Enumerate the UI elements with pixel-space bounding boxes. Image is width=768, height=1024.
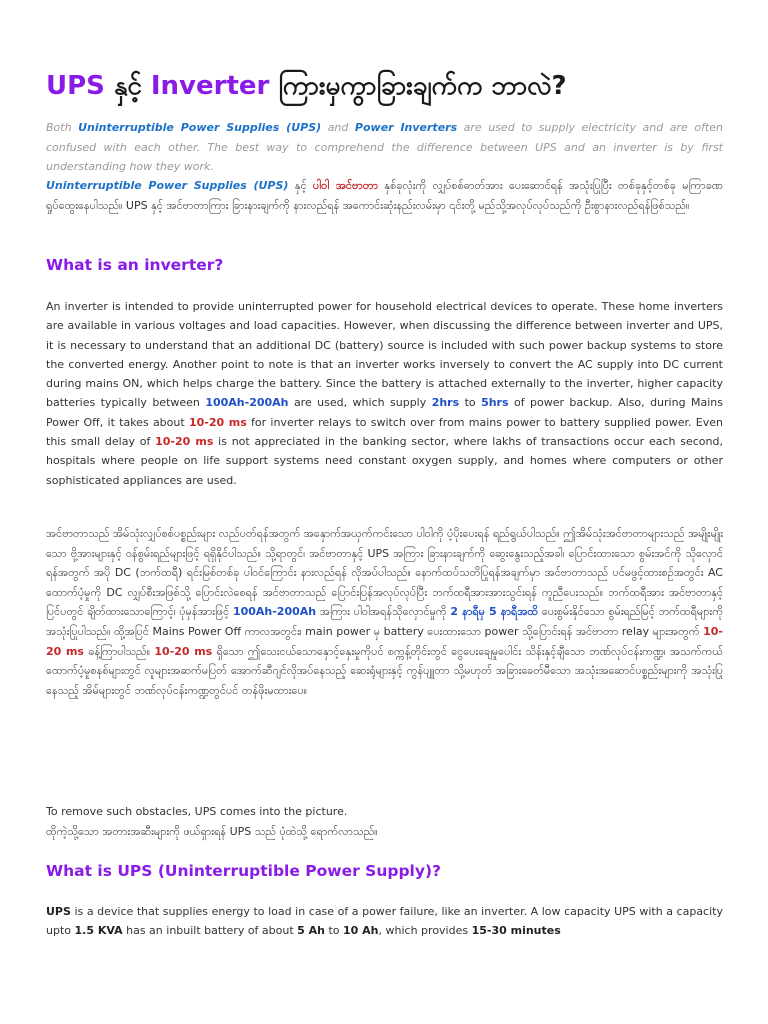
section-heading-inverter: What is an inverter?	[46, 256, 224, 274]
text-run: is not appreciated in the banking sector, where lakhs of transactions occur each second, hospitals where people on life support systems need constant oxygen supply, and homes where computers or other sophisticated appliances are used.	[46, 435, 723, 487]
value-delay: 10-20 ms	[155, 435, 214, 449]
transition-en: To remove such obstacles, UPS comes into the picture.	[46, 805, 348, 818]
value-hours-max: 5hrs	[481, 396, 509, 410]
text-run: has an inbuilt battery of about	[122, 924, 298, 938]
value-capacity: 100Ah-200Ah	[232, 605, 317, 619]
text-run: are used to supply electricity and are often confused with each other. The best way to comprehend the difference between UPS and an inverter is by first understanding how they work.	[46, 121, 723, 173]
text-run: ပေးစွမ်းနိုင်သော စွမ်းရည်မြင့် ဘက်ထရီများကို အသုံးပြုပါသည်။ ထို့အပြင် Mains Power Off ကာလအတွင်း၊ main power မှ battery ပေးထားသော power သို့ပြောင်းရန် အင်ဗာတာ relay များအတွက်	[46, 605, 723, 638]
text-run: , which provides	[378, 924, 472, 938]
text-run: is a device that supplies energy to load in case of a power failure, like an inverter. A low capacity UPS with a capacity upto	[46, 905, 723, 938]
intro-paragraph-mm	[46, 176, 723, 215]
value-delay: 10-20 ms	[154, 644, 213, 658]
text-run: အကြား ပါဝါအရန်သိုလှောင်မှုကို	[316, 605, 451, 619]
title-ups: UPS	[46, 71, 105, 101]
value-ah-min: 5 Ah	[297, 924, 325, 938]
text-run: နှင့်	[288, 179, 313, 192]
text-run: of power backup. Also, during Mains Power Off, it takes about	[46, 396, 723, 429]
title-connector: နှင့်	[104, 71, 151, 101]
text-run: to	[324, 924, 344, 938]
value-hours-min: 2hrs	[431, 396, 460, 410]
title-inverter: Inverter	[150, 71, 270, 101]
text-run: Both	[46, 121, 79, 134]
value-minutes: 15-30 minutes	[471, 924, 561, 938]
title-rest: ကြားမှကွာခြားချက်က ဘာလဲ?	[269, 71, 567, 101]
value-hours: 2 နာရီမှ 5 နာရီအထိ	[450, 605, 539, 619]
highlight-ups: Uninterruptible Power Supplies (UPS)	[78, 121, 322, 134]
text-run: An inverter is intended to provide uninterrupted power for household electrical devices to operate. These home inverters are available in various voltages and load capacities. However, when discussing the difference between inverter and UPS, it is necessary to understand that an additional DC (battery) source is included with such power backup systems to store the converted energy. Another point to note is that an inverter works inversely to convert the AC supply into DC current during mains ON, which helps charge the battery. Since the battery is attached externally to the inverter, higher capacity batteries typically between	[46, 300, 723, 410]
inverter-paragraph-mm	[46, 524, 723, 700]
value-ah-max: 10 Ah	[343, 924, 379, 938]
section-heading-ups: What is UPS (Uninterruptible Power Supply)?	[46, 862, 442, 880]
highlight-ups-mm: Uninterruptible Power Supplies (UPS)	[46, 179, 289, 192]
text-run: for inverter relays to switch over from mains power to battery supplied power. Even this small delay of	[46, 415, 723, 449]
value-kva: 1.5 KVA	[74, 924, 123, 938]
term-ups: UPS	[46, 905, 71, 918]
text-run: အင်ဗာတာသည် အိမ်သုံးလျှပ်စစ်ပစ္စည်းများ လည်ပတ်ရန်အတွက် အနှောက်အယှက်ကင်းသော ပါဝါကို ပံ့ပိုးပေးရန် ရည်ရွယ်ပါသည်။ ဤအိမ်သုံးအင်ဗာတာများသည် အမျိုးမျိုးသော ဗို့အားများနှင့် ဝန်စွမ်းရည်များဖြင့် ရရှိနိုင်ပါသည်။ သို့ရာတွင်၊ အင်ဗာတာနှင့် UPS အကြား ခြားနားချက်ကို ဆွေးနွေးသည့်အခါ၊ ပြောင်းထားသော စွမ်းအင်ကို သိုလှောင်ရန်အတွက် အပို DC (ဘက်ထရီ) ရင်းမြစ်တစ်ခု ပါဝင်ကြောင်း နားလည်ရန် လိုအပ်ပါသည်။ နောက်ထပ်သတိပြုရန်အချက်မှာ အင်ဗာတာသည် ပင်မဖွင့်ထားစဉ်အတွင်း AC ထောက်ပံ့မှုကို DC လျှပ်စီးအဖြစ်သို့ ပြောင်းလဲစေရန် အင်ဗာတာသည် ပြောင်းပြန်အလုပ်လုပ်ပြီး ဘက်ထရီအားအားသွင်းရန် ကူညီပေးသည်။ ဘက်ထရီအား အင်ဗာတာနှင့် ပြင်ပတွင် ချိတ်ထားသောကြောင့်၊ ပုံမှန်အားဖြင့်	[46, 527, 723, 619]
text-run: are used, which supply	[288, 396, 432, 410]
text-run: and	[321, 121, 355, 134]
text-run: နှစ်ခုလုံးကို လျှပ်စစ်ဓာတ်အား ပေးဆောင်ရန် အသုံးပြုပြီး တစ်ခုနှင့်တစ်ခု မကြာခဏ ရှုပ်ထွေးနေပါသည်။ UPS နှင့် အင်ဗာတာကြား ခြားနားချက်ကို နားလည်ရန် အကောင်းဆုံးနည်းလမ်းမှာ ၎င်းတို့ မည်သို့အလုပ်လုပ်သည်ကို ဦးစွာနားလည်ရန်ဖြစ်သည်။	[46, 179, 723, 212]
inverter-paragraph-en	[46, 297, 723, 490]
value-delay: 10-20 ms	[46, 624, 723, 658]
page-title	[46, 66, 567, 106]
highlight-inverters: Power Inverters	[354, 121, 458, 134]
ups-paragraph-en	[46, 902, 723, 941]
intro-paragraph-en	[46, 118, 723, 177]
value-capacity: 100Ah-200Ah	[205, 396, 289, 410]
text-run: to	[459, 396, 482, 410]
highlight-inverter-mm: ပါဝါ အင်ဗာတာ	[312, 179, 379, 192]
text-run: ခန့်ကြာပါသည်။	[83, 644, 155, 658]
transition-mm: ထိုကဲ့သို့သော အတားအဆီးများကို ဖယ်ရှားရန် UPS သည် ပုံထဲသို့ ရောက်လာသည်။	[46, 825, 378, 838]
text-run: ရှိသော ဤသေးငယ်သောနှောင့်နှေးမှုကိုပင် စက္ကန့်တိုင်းတွင် ငွေပေးချေမှုပေါင်း သိန်းနှင့်ချီသော ဘဏ်လုပ်ငန်းကဏ္ဍ၊ အသက်ကယ်ထောက်ပံ့မှုစနစ်များတွင် လူများအဆက်မပြတ် အောက်ဆီဂျင်လိုအပ်နေသည့် ဆေးရုံများနှင့် ကွန်ပျူတာ သို့မဟုတ် အခြားခေတ်မီသော အသုံးအဆောင်ပစ္စည်းများကို အသုံးပြုနေသည့် အိမ်များတွင် ဘဏ်လုပ်ငန်းကဏ္ဍတွင်ပင် တန်ဖိုးမထားပေ။	[46, 644, 723, 697]
value-delay: 10-20 ms	[188, 415, 247, 429]
